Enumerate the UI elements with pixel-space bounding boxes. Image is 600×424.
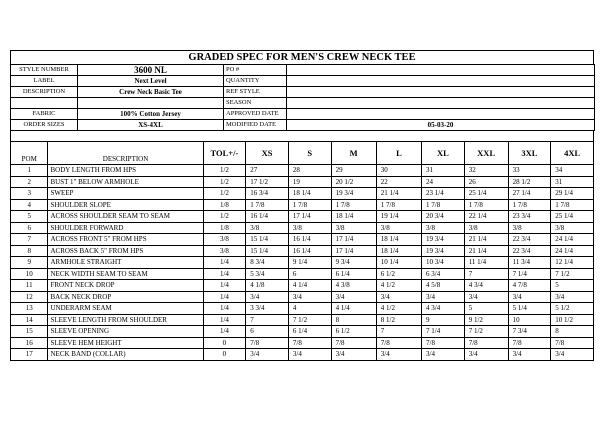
size-measurement: 9 1/2 — [464, 314, 508, 326]
size-measurement: 24 1/4 — [551, 245, 594, 257]
measurement-description: FRONT NECK DROP — [48, 280, 203, 292]
size-measurement: 5 — [551, 280, 594, 292]
tolerance-value: 1/4 — [203, 314, 246, 326]
size-measurement: 32 — [464, 165, 508, 177]
size-measurement: 7/8 — [551, 337, 594, 349]
size-measurement: 16 1/4 — [246, 211, 289, 223]
tolerance-value: 3/8 — [203, 234, 246, 246]
size-measurement: 25 1/4 — [464, 188, 508, 200]
header-size: XS — [246, 142, 289, 165]
spec-row — [11, 245, 594, 257]
size-measurement: 1 7/8 — [246, 199, 289, 211]
size-measurement: 7/8 — [464, 337, 508, 349]
size-measurement: 20 3/4 — [422, 211, 465, 223]
size-measurement: 29 1/4 — [551, 188, 594, 200]
spec-row — [11, 303, 594, 315]
size-measurement: 3/4 — [464, 291, 508, 303]
size-measurement: 19 3/4 — [331, 188, 376, 200]
size-measurement: 30 — [376, 165, 421, 177]
size-measurement: 7 — [464, 268, 508, 280]
spec-row — [11, 199, 594, 211]
meta-value: 3600 NL — [78, 65, 224, 76]
size-measurement: 3/4 — [551, 349, 594, 361]
size-measurement: 19 3/4 — [422, 234, 465, 246]
size-measurement: 24 — [422, 176, 465, 188]
size-measurement: 3/4 — [508, 349, 551, 361]
size-measurement: 3/4 — [376, 349, 421, 361]
pom-number: 14 — [11, 314, 48, 326]
size-measurement: 6 1/2 — [331, 326, 376, 338]
meta-value: 100% Cotton Jersey — [78, 109, 224, 120]
size-measurement: 3/4 — [288, 291, 331, 303]
pom-number: 17 — [11, 349, 48, 361]
size-measurement: 8 3/4 — [246, 257, 289, 269]
header-size: XL — [422, 142, 465, 165]
size-measurement: 3/8 — [422, 222, 465, 234]
size-measurement: 11 1/4 — [464, 257, 508, 269]
header-tol: TOL+/- — [203, 142, 246, 165]
size-measurement: 7/8 — [508, 337, 551, 349]
size-measurement: 7 1/4 — [508, 268, 551, 280]
size-measurement: 3/4 — [508, 291, 551, 303]
size-measurement: 16 1/4 — [288, 234, 331, 246]
size-measurement: 19 3/4 — [422, 245, 465, 257]
pom-number: 11 — [11, 280, 48, 292]
spec-row — [11, 176, 594, 188]
meta-value: Crew Neck Basic Tee — [78, 87, 224, 98]
size-measurement: 7 1/2 — [288, 314, 331, 326]
size-measurement: 4 5/8 — [422, 280, 465, 292]
size-measurement: 20 1/2 — [331, 176, 376, 188]
size-measurement: 1 7/8 — [464, 199, 508, 211]
measurement-description: BODY LENGTH FROM HPS — [48, 165, 203, 177]
size-measurement: 7/8 — [331, 337, 376, 349]
tolerance-value: 1/4 — [203, 291, 246, 303]
size-measurement: 1 7/8 — [376, 199, 421, 211]
spec-row — [11, 291, 594, 303]
size-measurement: 24 1/4 — [551, 234, 594, 246]
tolerance-value: 1/4 — [203, 303, 246, 315]
size-measurement: 3/8 — [331, 222, 376, 234]
spec-row — [11, 211, 594, 223]
size-measurement: 6 1/4 — [331, 268, 376, 280]
header-size: 3XL — [508, 142, 551, 165]
size-measurement: 19 — [288, 176, 331, 188]
size-measurement: 3/4 — [246, 291, 289, 303]
pom-number: 6 — [11, 222, 48, 234]
size-measurement: 7/8 — [246, 337, 289, 349]
size-measurement: 7 1/2 — [464, 326, 508, 338]
size-measurement: 4 1/8 — [246, 280, 289, 292]
size-measurement: 1 7/8 — [288, 199, 331, 211]
size-measurement: 22 3/4 — [508, 245, 551, 257]
pom-number: 13 — [11, 303, 48, 315]
meta-value — [287, 76, 595, 87]
size-measurement: 1 7/8 — [508, 199, 551, 211]
size-measurement: 7/8 — [288, 337, 331, 349]
size-measurement: 18 1/4 — [376, 234, 421, 246]
tolerance-value: 1/4 — [203, 268, 246, 280]
size-measurement: 3/8 — [288, 222, 331, 234]
measurement-description: ACROSS SHOULDER SEAM TO SEAM — [48, 211, 203, 223]
tolerance-value: 1/4 — [203, 280, 246, 292]
size-measurement: 6 — [246, 326, 289, 338]
measurement-description: NECK BAND (COLLAR) — [48, 349, 203, 361]
header-size: M — [331, 142, 376, 165]
size-measurement: 1 7/8 — [422, 199, 465, 211]
size-measurement: 7 1/2 — [551, 268, 594, 280]
meta-row — [11, 87, 595, 98]
size-measurement: 3/4 — [422, 291, 465, 303]
meta-label: PO # — [224, 65, 287, 76]
measurement-description: SLEEVE HEM HEIGHT — [48, 337, 203, 349]
sheet-title: GRADED SPEC FOR MEN'S CREW NECK TEE — [10, 50, 594, 64]
size-measurement: 8 — [551, 326, 594, 338]
header-size: XXL — [464, 142, 508, 165]
size-measurement: 23 1/4 — [422, 188, 465, 200]
size-measurement: 18 1/4 — [331, 211, 376, 223]
header-description: DESCRIPTION — [48, 142, 203, 165]
measurement-description: NECK WIDTH SEAM TO SEAM — [48, 268, 203, 280]
meta-row — [11, 109, 595, 120]
spec-row — [11, 222, 594, 234]
pom-number: 3 — [11, 188, 48, 200]
tolerance-value: 1/2 — [203, 188, 246, 200]
measurement-description: SLEEVE LENGTH FROM SHOULDER — [48, 314, 203, 326]
spec-row — [11, 280, 594, 292]
size-measurement: 33 — [508, 165, 551, 177]
measurement-description: SLEEVE OPENING — [48, 326, 203, 338]
size-measurement: 8 — [331, 314, 376, 326]
size-measurement: 5 3/4 — [246, 268, 289, 280]
meta-label: REF STYLE — [224, 87, 287, 98]
measurement-description: BACK NECK DROP — [48, 291, 203, 303]
size-measurement: 16 1/4 — [288, 245, 331, 257]
pom-number: 2 — [11, 176, 48, 188]
pom-number: 1 — [11, 165, 48, 177]
meta-row — [11, 120, 595, 131]
size-measurement: 4 1/2 — [376, 303, 421, 315]
size-measurement: 4 1/4 — [331, 303, 376, 315]
size-measurement: 4 3/4 — [464, 280, 508, 292]
size-measurement: 3/4 — [464, 349, 508, 361]
size-measurement: 7 — [376, 326, 421, 338]
size-measurement: 31 — [422, 165, 465, 177]
size-measurement: 17 1/4 — [331, 234, 376, 246]
size-measurement: 12 1/4 — [551, 257, 594, 269]
meta-value: Next Level — [78, 76, 224, 87]
size-measurement: 9 — [422, 314, 465, 326]
tolerance-value: 1/2 — [203, 211, 246, 223]
size-measurement: 3/4 — [331, 291, 376, 303]
meta-table — [10, 64, 595, 131]
size-measurement: 4 3/4 — [422, 303, 465, 315]
size-measurement: 3/4 — [331, 349, 376, 361]
size-measurement: 27 — [246, 165, 289, 177]
size-measurement: 6 3/4 — [422, 268, 465, 280]
size-measurement: 4 — [288, 303, 331, 315]
size-measurement: 22 1/4 — [464, 211, 508, 223]
size-measurement: 3/4 — [246, 349, 289, 361]
measurement-description: ACROSS FRONT 5" FROM HPS — [48, 234, 203, 246]
size-measurement: 27 1/4 — [508, 188, 551, 200]
header-size: 4XL — [551, 142, 594, 165]
meta-value — [78, 98, 224, 109]
meta-value: 05-03-20 — [287, 120, 595, 131]
spec-header-row — [11, 142, 594, 165]
tolerance-value: 1/8 — [203, 199, 246, 211]
tolerance-value: 0 — [203, 349, 246, 361]
size-measurement: 18 1/4 — [288, 188, 331, 200]
size-measurement: 4 7/8 — [508, 280, 551, 292]
meta-label — [11, 98, 78, 109]
size-measurement: 10 1/2 — [551, 314, 594, 326]
header-size: L — [376, 142, 421, 165]
meta-label: SEASON — [224, 98, 287, 109]
spec-row — [11, 349, 594, 361]
spec-row — [11, 188, 594, 200]
size-measurement: 21 1/4 — [464, 234, 508, 246]
size-measurement: 3/8 — [508, 222, 551, 234]
size-measurement: 22 — [376, 176, 421, 188]
tolerance-value: 1/8 — [203, 222, 246, 234]
spec-row — [11, 337, 594, 349]
spec-sheet — [10, 50, 594, 361]
size-measurement: 8 1/2 — [376, 314, 421, 326]
meta-label: STYLE NUMBER — [11, 65, 78, 76]
pom-number: 8 — [11, 245, 48, 257]
spec-row — [11, 234, 594, 246]
pom-number: 16 — [11, 337, 48, 349]
size-measurement: 28 1/2 — [508, 176, 551, 188]
tolerance-value: 3/8 — [203, 245, 246, 257]
size-measurement: 21 1/4 — [464, 245, 508, 257]
size-measurement: 23 3/4 — [508, 211, 551, 223]
spec-row — [11, 268, 594, 280]
size-measurement: 5 1/2 — [551, 303, 594, 315]
measurement-description: SHOULDER SLOPE — [48, 199, 203, 211]
size-measurement: 9 1/4 — [288, 257, 331, 269]
size-measurement: 29 — [331, 165, 376, 177]
size-measurement: 7/8 — [376, 337, 421, 349]
pom-number: 9 — [11, 257, 48, 269]
size-measurement: 5 1/4 — [508, 303, 551, 315]
size-measurement: 31 — [551, 176, 594, 188]
size-measurement: 4 3/8 — [331, 280, 376, 292]
size-measurement: 17 1/2 — [246, 176, 289, 188]
size-measurement: 4 1/2 — [376, 280, 421, 292]
tolerance-value: 1/2 — [203, 165, 246, 177]
size-measurement: 10 1/4 — [376, 257, 421, 269]
size-measurement: 17 1/4 — [331, 245, 376, 257]
tolerance-value: 1/4 — [203, 326, 246, 338]
size-measurement: 18 1/4 — [376, 245, 421, 257]
size-measurement: 22 3/4 — [508, 234, 551, 246]
size-measurement: 16 3/4 — [246, 188, 289, 200]
spec-row — [11, 257, 594, 269]
pom-number: 5 — [11, 211, 48, 223]
spec-row — [11, 326, 594, 338]
measurement-description: BUST 1" BELOW ARMHOLE — [48, 176, 203, 188]
pom-number: 12 — [11, 291, 48, 303]
size-measurement: 7 3/4 — [508, 326, 551, 338]
size-measurement: 15 1/4 — [246, 245, 289, 257]
meta-label: APPROVED DATE — [224, 109, 287, 120]
pom-number: 15 — [11, 326, 48, 338]
spec-table — [10, 141, 594, 361]
size-measurement: 7 — [246, 314, 289, 326]
meta-value — [287, 109, 595, 120]
size-measurement: 6 1/2 — [376, 268, 421, 280]
size-measurement: 28 — [288, 165, 331, 177]
meta-label: FABRIC — [11, 109, 78, 120]
header-size: S — [288, 142, 331, 165]
size-measurement: 17 1/4 — [288, 211, 331, 223]
header-pom: POM — [11, 142, 48, 165]
meta-value — [287, 87, 595, 98]
tolerance-value: 1/4 — [203, 257, 246, 269]
meta-row — [11, 76, 595, 87]
meta-value — [287, 98, 595, 109]
meta-row — [11, 98, 595, 109]
size-measurement: 7/8 — [422, 337, 465, 349]
size-measurement: 15 1/4 — [246, 234, 289, 246]
meta-label: LABEL — [11, 76, 78, 87]
size-measurement: 3/4 — [422, 349, 465, 361]
measurement-description: ACROSS BACK 5" FROM HPS — [48, 245, 203, 257]
meta-row — [11, 65, 595, 76]
size-measurement: 3/8 — [246, 222, 289, 234]
size-measurement: 25 1/4 — [551, 211, 594, 223]
meta-label: QUANTITY — [224, 76, 287, 87]
meta-label: MODIFIED DATE — [224, 120, 287, 131]
size-measurement: 3/4 — [551, 291, 594, 303]
spec-row — [11, 165, 594, 177]
measurement-description: SHOULDER FORWARD — [48, 222, 203, 234]
size-measurement: 3 3/4 — [246, 303, 289, 315]
pom-number: 7 — [11, 234, 48, 246]
measurement-description: UNDERARM SEAM — [48, 303, 203, 315]
pom-number: 10 — [11, 268, 48, 280]
size-measurement: 34 — [551, 165, 594, 177]
size-measurement: 3/8 — [551, 222, 594, 234]
size-measurement: 6 — [288, 268, 331, 280]
meta-value — [287, 65, 595, 76]
section-gap — [10, 131, 594, 141]
size-measurement: 3/8 — [376, 222, 421, 234]
size-measurement: 3/8 — [464, 222, 508, 234]
size-measurement: 19 1/4 — [376, 211, 421, 223]
size-measurement: 1 7/8 — [331, 199, 376, 211]
meta-value: XS-4XL — [78, 120, 224, 131]
measurement-description: SWEEP — [48, 188, 203, 200]
size-measurement: 1 7/8 — [551, 199, 594, 211]
spec-row — [11, 314, 594, 326]
size-measurement: 7 1/4 — [422, 326, 465, 338]
meta-label: DESCRIPTION — [11, 87, 78, 98]
size-measurement: 10 — [508, 314, 551, 326]
size-measurement: 3/4 — [288, 349, 331, 361]
tolerance-value: 0 — [203, 337, 246, 349]
size-measurement: 10 3/4 — [422, 257, 465, 269]
size-measurement: 11 3/4 — [508, 257, 551, 269]
size-measurement: 26 — [464, 176, 508, 188]
size-measurement: 4 1/4 — [288, 280, 331, 292]
size-measurement: 3/4 — [376, 291, 421, 303]
meta-label: ORDER SIZES — [11, 120, 78, 131]
size-measurement: 9 3/4 — [331, 257, 376, 269]
size-measurement: 21 1/4 — [376, 188, 421, 200]
size-measurement: 6 1/4 — [288, 326, 331, 338]
measurement-description: ARMHOLE STRAIGHT — [48, 257, 203, 269]
size-measurement: 5 — [464, 303, 508, 315]
pom-number: 4 — [11, 199, 48, 211]
tolerance-value: 1/2 — [203, 176, 246, 188]
